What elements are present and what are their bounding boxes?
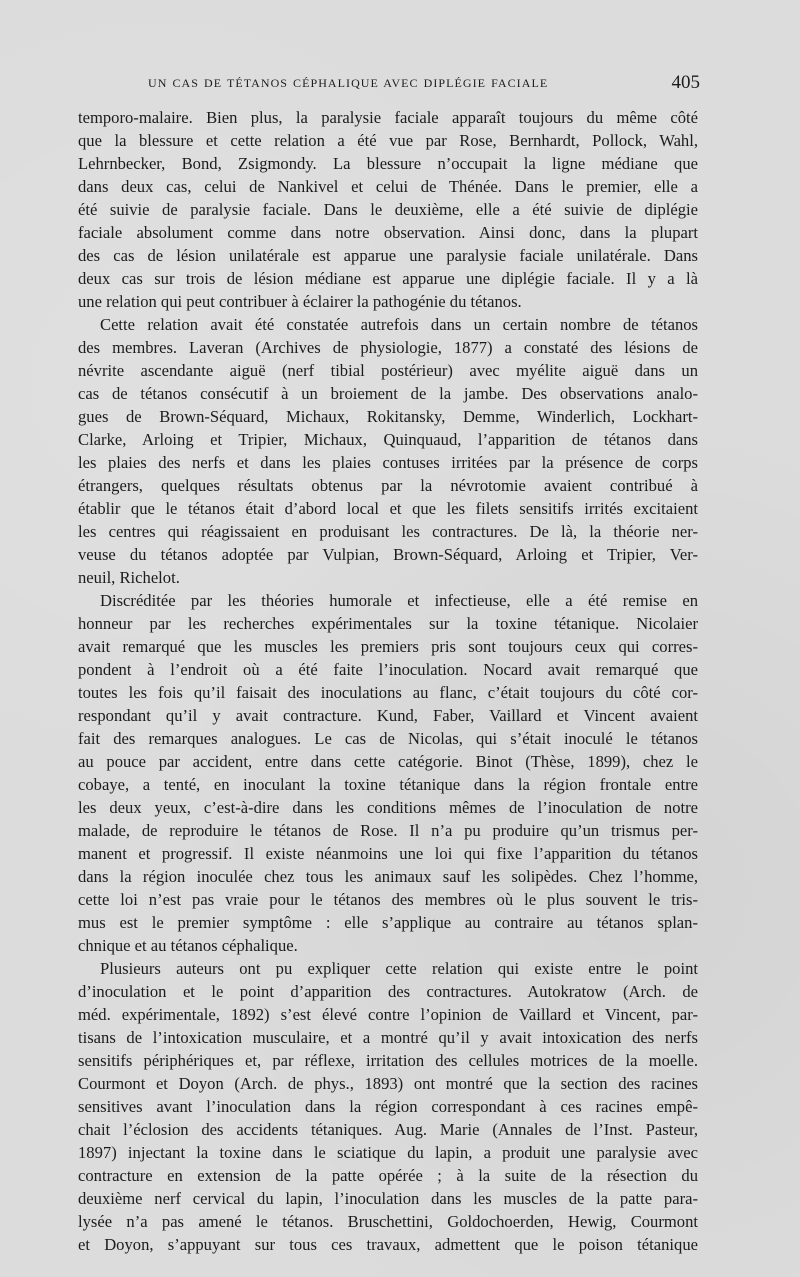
text-line: malade, de reproduire le tétanos de Rose. Il n’a pu produire qu’un trismus per-: [78, 821, 698, 840]
paragraph-first-line: Discréditée par les théories humorale et infectieuse, elle a été remise en: [100, 591, 698, 610]
text-line: faciale absolument comme dans notre observation. Ainsi donc, dans la plupart: [78, 223, 698, 242]
text-line: cobaye, a tenté, en inoculant la toxine tétanique dans la région frontale entre: [78, 775, 698, 794]
text-line: dans deux cas, celui de Nankivel et celui de Thénée. Dans le premier, elle a: [78, 177, 698, 196]
page-number: 405: [671, 72, 700, 93]
text-line: deuxième nerf cervical du lapin, l’inoculation dans les muscles de la patte para-: [78, 1189, 698, 1208]
text-line: deux cas sur trois de lésion médiane est apparue une diplégie faciale. Il y a là: [78, 269, 698, 288]
running-title: UN CAS DE TÉTANOS CÉPHALIQUE AVEC DIPLÉGIE FACIALE: [148, 76, 549, 90]
text-line: névrite ascendante aiguë (nerf tibial postérieur) avec myélite aiguë dans un: [78, 361, 698, 380]
text-line: des cas de lésion unilatérale est apparue une paralysie faciale unilatérale. Dans: [78, 246, 698, 265]
text-line: des membres. Laveran (Archives de physiologie, 1877) a constaté des lésions de: [78, 338, 698, 357]
text-line: d’inoculation et le point d’apparition des contractures. Autokratow (Arch. de: [78, 982, 698, 1001]
text-line: Clarke, Arloing et Tripier, Michaux, Quinquaud, l’apparition de tétanos dans: [78, 430, 698, 449]
text-line: sensitives avant l’inoculation dans la région correspondant à ces racines empê-: [78, 1097, 698, 1116]
text-line: contracture en extension de la patte opérée ; à la suite de la résection du: [78, 1166, 698, 1185]
text-line: 1897) injectant la toxine dans le sciatique du lapin, a produit une paralysie avec: [78, 1143, 698, 1162]
text-line: que la blessure et cette relation a été vue par Rose, Bernhardt, Pollock, Wahl,: [78, 131, 698, 150]
text-line: manent et progressif. Il existe néanmoins une loi qui fixe l’apparition du tétanos: [78, 844, 698, 863]
text-line: fait des remarques analogues. Le cas de Nicolas, qui s’était inoculé le tétanos: [78, 729, 698, 748]
text-line: veuse du tétanos adoptée par Vulpian, Brown-Séquard, Arloing et Tripier, Ver-: [78, 545, 698, 564]
text-line: mus est le premier symptôme : elle s’applique au contraire au tétanos splan-: [78, 913, 698, 932]
text-line: et Doyon, s’appuyant sur tous ces travaux, admettent que le poison tétanique: [78, 1235, 698, 1254]
text-line: les plaies des nerfs et dans les plaies contuses irritées par la présence de corps: [78, 453, 698, 472]
text-line: avait remarqué que les muscles les premiers pris sont toujours ceux qui corres-: [78, 637, 698, 656]
text-line: respondant qu’il y avait contracture. Kund, Faber, Vaillard et Vincent avaient: [78, 706, 698, 725]
text-line: gues de Brown-Séquard, Michaux, Rokitansky, Demme, Winderlich, Lockhart-: [78, 407, 698, 426]
text-line: honneur par les recherches expérimentales sur la toxine tétanique. Nicolaier: [78, 614, 698, 633]
text-line: cette loi n’est pas vraie pour le tétanos des membres où le plus souvent le tris-: [78, 890, 698, 909]
text-line: établir que le tétanos était d’abord local et que les filets sensitifs irrités excitaient: [78, 499, 698, 518]
text-line: les centres qui réagissaient en produisant les contractures. De là, la théorie ner-: [78, 522, 698, 541]
text-line: dans la région inoculée chez tous les animaux sauf les solipèdes. Chez l’homme,: [78, 867, 698, 886]
body-text: [78, 106, 698, 1256]
text-line: Lehrnbecker, Bond, Zsigmondy. La blessure n’occupait la ligne médiane que: [78, 154, 698, 173]
text-line: méd. expérimentale, 1892) s’est élevé contre l’opinion de Vaillard et Vincent, par-: [78, 1005, 698, 1024]
text-line: chait l’éclosion des accidents tétaniques. Aug. Marie (Annales de l’Inst. Pasteur,: [78, 1120, 698, 1139]
text-line: chnique et au tétanos céphalique.: [78, 936, 298, 955]
text-line: sensitifs périphériques et, par réflexe, irritation des cellules motrices de la moelle.: [78, 1051, 698, 1070]
text-line: étrangers, quelques résultats obtenus par la névrotomie avaient contribué à: [78, 476, 698, 495]
text-line: au pouce par accident, entre dans cette catégorie. Binot (Thèse, 1899), chez le: [78, 752, 698, 771]
text-line: les deux yeux, c’est-à-dire dans les conditions mêmes de l’inoculation de notre: [78, 798, 698, 817]
page-header: [148, 72, 700, 96]
text-line: tisans de l’intoxication musculaire, et a montré qu’il y avait intoxication des nerfs: [78, 1028, 698, 1047]
paragraph-first-line: Plusieurs auteurs ont pu expliquer cette relation qui existe entre le point: [100, 959, 698, 978]
text-line: neuil, Richelot.: [78, 568, 180, 587]
text-line: été suivie de paralysie faciale. Dans le deuxième, elle a été suivie de diplégie: [78, 200, 698, 219]
text-line: toutes les fois qu’il faisait des inoculations au flanc, c’était toujours du côté cor-: [78, 683, 698, 702]
text-line: Courmont et Doyon (Arch. de phys., 1893) ont montré que la section des racines: [78, 1074, 698, 1093]
text-line: une relation qui peut contribuer à éclairer la pathogénie du tétanos.: [78, 292, 522, 311]
paragraph-first-line: Cette relation avait été constatée autrefois dans un certain nombre de tétanos: [100, 315, 698, 334]
text-line: temporo-malaire. Bien plus, la paralysie faciale apparaît toujours du même côté: [78, 108, 698, 127]
text-line: pondent à l’endroit où a été faite l’inoculation. Nocard avait remarqué que: [78, 660, 698, 679]
text-line: lysée n’a pas amené le tétanos. Bruschettini, Goldochoerden, Hewig, Courmont: [78, 1212, 698, 1231]
text-line: cas de tétanos consécutif à un broiement de la jambe. Des observations analo-: [78, 384, 698, 403]
